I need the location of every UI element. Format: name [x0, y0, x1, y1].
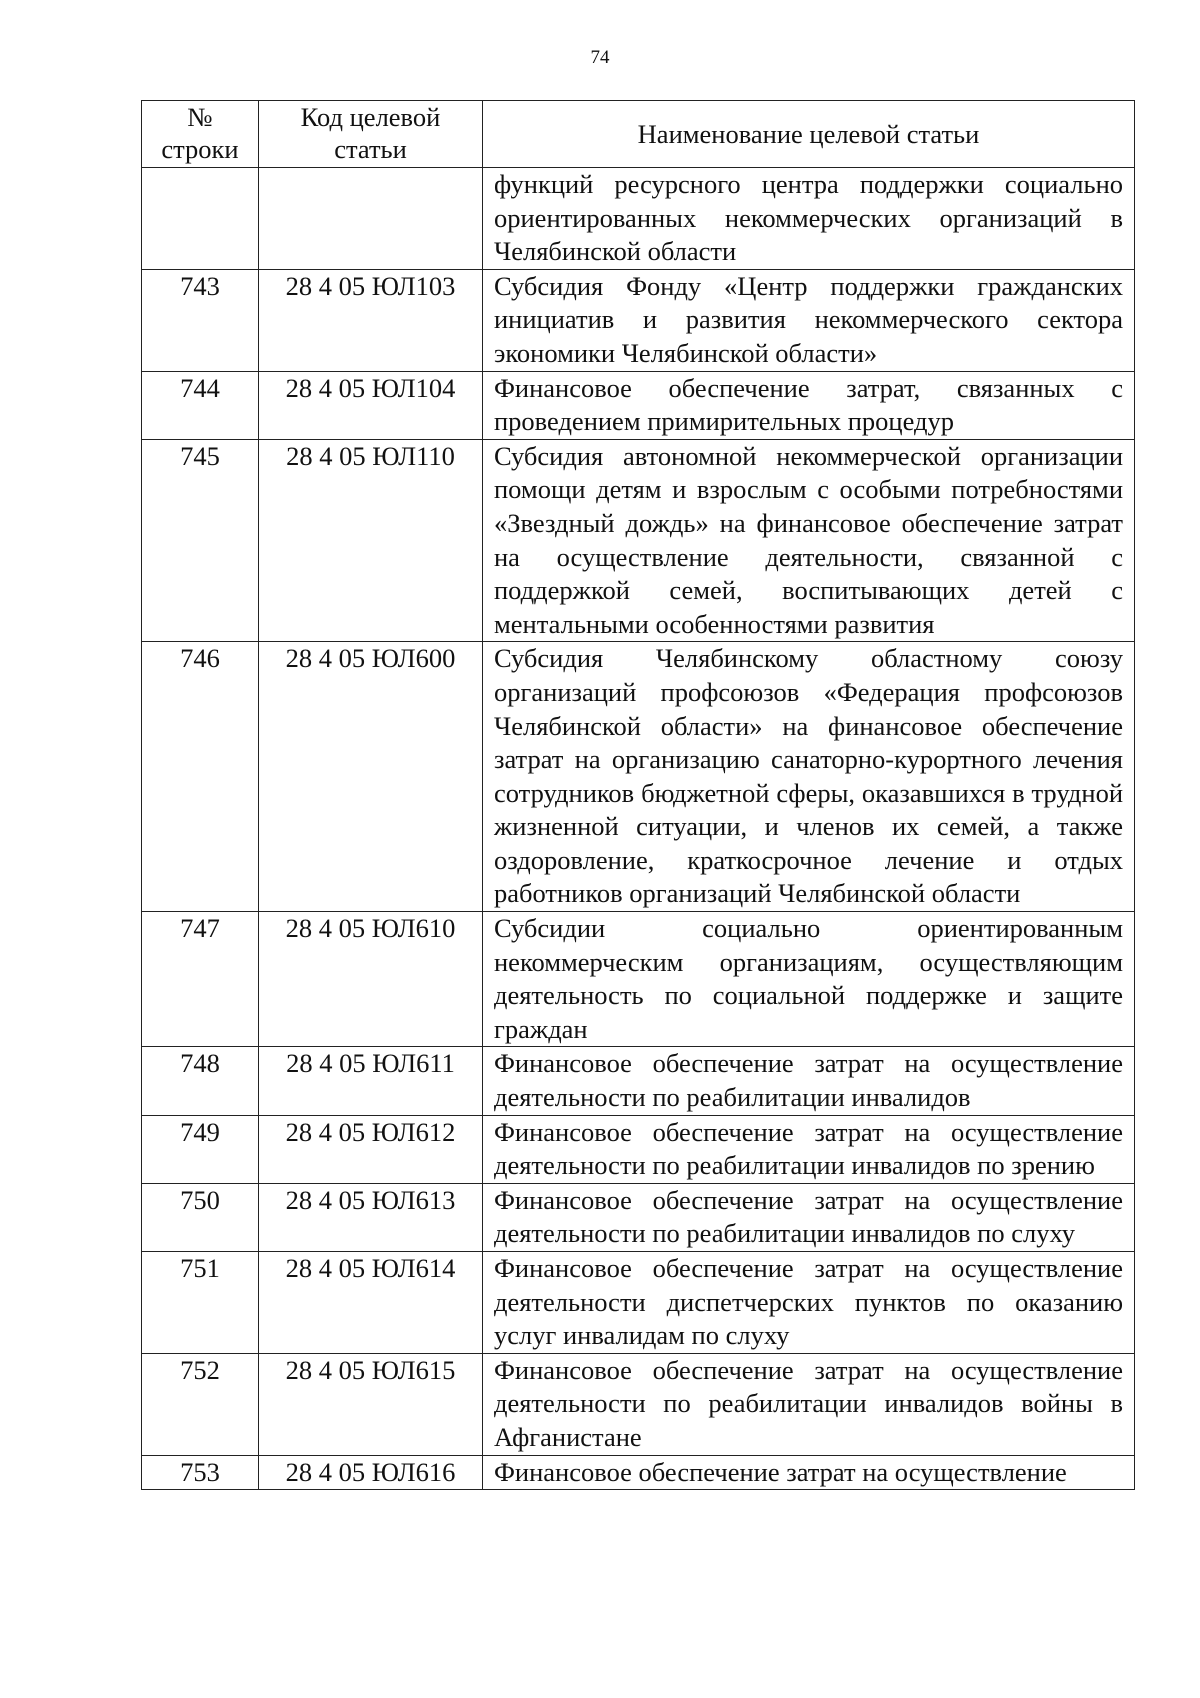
row-number-cell: 752 — [142, 1353, 259, 1455]
row-number-cell: 744 — [142, 371, 259, 439]
article-code-cell: 28 4 05 ЮЛ615 — [259, 1353, 483, 1455]
article-name-cell: Финансовое обеспечение затрат на осуществление деятельности по реабилитации инвалидов войны в Афганистане — [483, 1353, 1135, 1455]
article-code-cell: 28 4 05 ЮЛ104 — [259, 371, 483, 439]
table-body — [142, 168, 1135, 1490]
article-name-cell: Субсидия Фонду «Центр поддержки гражданских инициатив и развития некоммерческого сектора экономики Челябинской области» — [483, 269, 1135, 371]
row-number-cell: 751 — [142, 1252, 259, 1354]
table-row — [142, 1252, 1135, 1354]
article-name-cell: Субсидия автономной некоммерческой организации помощи детям и взрослым с особыми потребностями «Звездный дождь» на финансовое обеспечение затрат на осуществление деятельности, связанной с поддержкой семей, воспитывающих детей с ментальными особенностями развития — [483, 439, 1135, 642]
article-name-cell: Финансовое обеспечение затрат на осуществление деятельности диспетчерских пунктов по оказанию услуг инвалидам по слуху — [483, 1252, 1135, 1354]
table-row — [142, 1353, 1135, 1455]
article-name-cell: Финансовое обеспечение затрат, связанных с проведением примирительных процедур — [483, 371, 1135, 439]
article-name-cell: Субсидии социально ориентированным некоммерческим организациям, осуществляющим деятельность по социальной поддержке и защите граждан — [483, 912, 1135, 1047]
article-code-cell — [259, 168, 483, 270]
article-code-cell: 28 4 05 ЮЛ110 — [259, 439, 483, 642]
table-row — [142, 168, 1135, 270]
article-code-cell: 28 4 05 ЮЛ614 — [259, 1252, 483, 1354]
table-row — [142, 1047, 1135, 1115]
row-number-cell: 753 — [142, 1455, 259, 1490]
article-code-cell: 28 4 05 ЮЛ616 — [259, 1455, 483, 1490]
table-row — [142, 269, 1135, 371]
header-article-code: Код целевой статьи — [259, 101, 483, 168]
row-number-cell: 750 — [142, 1183, 259, 1251]
table-row — [142, 912, 1135, 1047]
table-row — [142, 1183, 1135, 1251]
article-name-cell: Финансовое обеспечение затрат на осуществление деятельности по реабилитации инвалидов по слуху — [483, 1183, 1135, 1251]
table-header — [142, 101, 1135, 168]
article-name-cell: Финансовое обеспечение затрат на осуществление деятельности по реабилитации инвалидов по зрению — [483, 1115, 1135, 1183]
article-code-cell: 28 4 05 ЮЛ600 — [259, 642, 483, 912]
article-code-cell: 28 4 05 ЮЛ613 — [259, 1183, 483, 1251]
row-number-cell: 748 — [142, 1047, 259, 1115]
article-code-cell: 28 4 05 ЮЛ610 — [259, 912, 483, 1047]
article-code-cell: 28 4 05 ЮЛ612 — [259, 1115, 483, 1183]
table-row — [142, 1455, 1135, 1490]
article-name-cell: Финансовое обеспечение затрат на осуществление деятельности по реабилитации инвалидов — [483, 1047, 1135, 1115]
table-row — [142, 371, 1135, 439]
target-articles-table — [141, 100, 1135, 1490]
row-number-cell: 746 — [142, 642, 259, 912]
header-row-number: № строки — [142, 101, 259, 168]
row-number-cell: 743 — [142, 269, 259, 371]
article-name-cell: функций ресурсного центра поддержки социально ориентированных некоммерческих организаций в Челябинской области — [483, 168, 1135, 270]
header-row — [142, 101, 1135, 168]
table-row — [142, 1115, 1135, 1183]
article-code-cell: 28 4 05 ЮЛ611 — [259, 1047, 483, 1115]
article-name-cell: Субсидия Челябинскому областному союзу организаций профсоюзов «Федерация профсоюзов Челябинской области» на финансовое обеспечение затрат на организацию санаторно-курортного лечения сотрудников бюджетной сферы, оказавшихся в трудной жизненной ситуации, и членов их семей, а также оздоровление, краткосрочное лечение и отдых работников организаций Челябинской области — [483, 642, 1135, 912]
row-number-cell: 749 — [142, 1115, 259, 1183]
page-number: 74 — [590, 47, 610, 68]
header-article-name: Наименование целевой статьи — [483, 101, 1135, 168]
table-row — [142, 642, 1135, 912]
table-row — [142, 439, 1135, 642]
row-number-cell: 745 — [142, 439, 259, 642]
row-number-cell: 747 — [142, 912, 259, 1047]
article-name-cell: Финансовое обеспечение затрат на осуществление — [483, 1455, 1135, 1490]
row-number-cell — [142, 168, 259, 270]
article-code-cell: 28 4 05 ЮЛ103 — [259, 269, 483, 371]
